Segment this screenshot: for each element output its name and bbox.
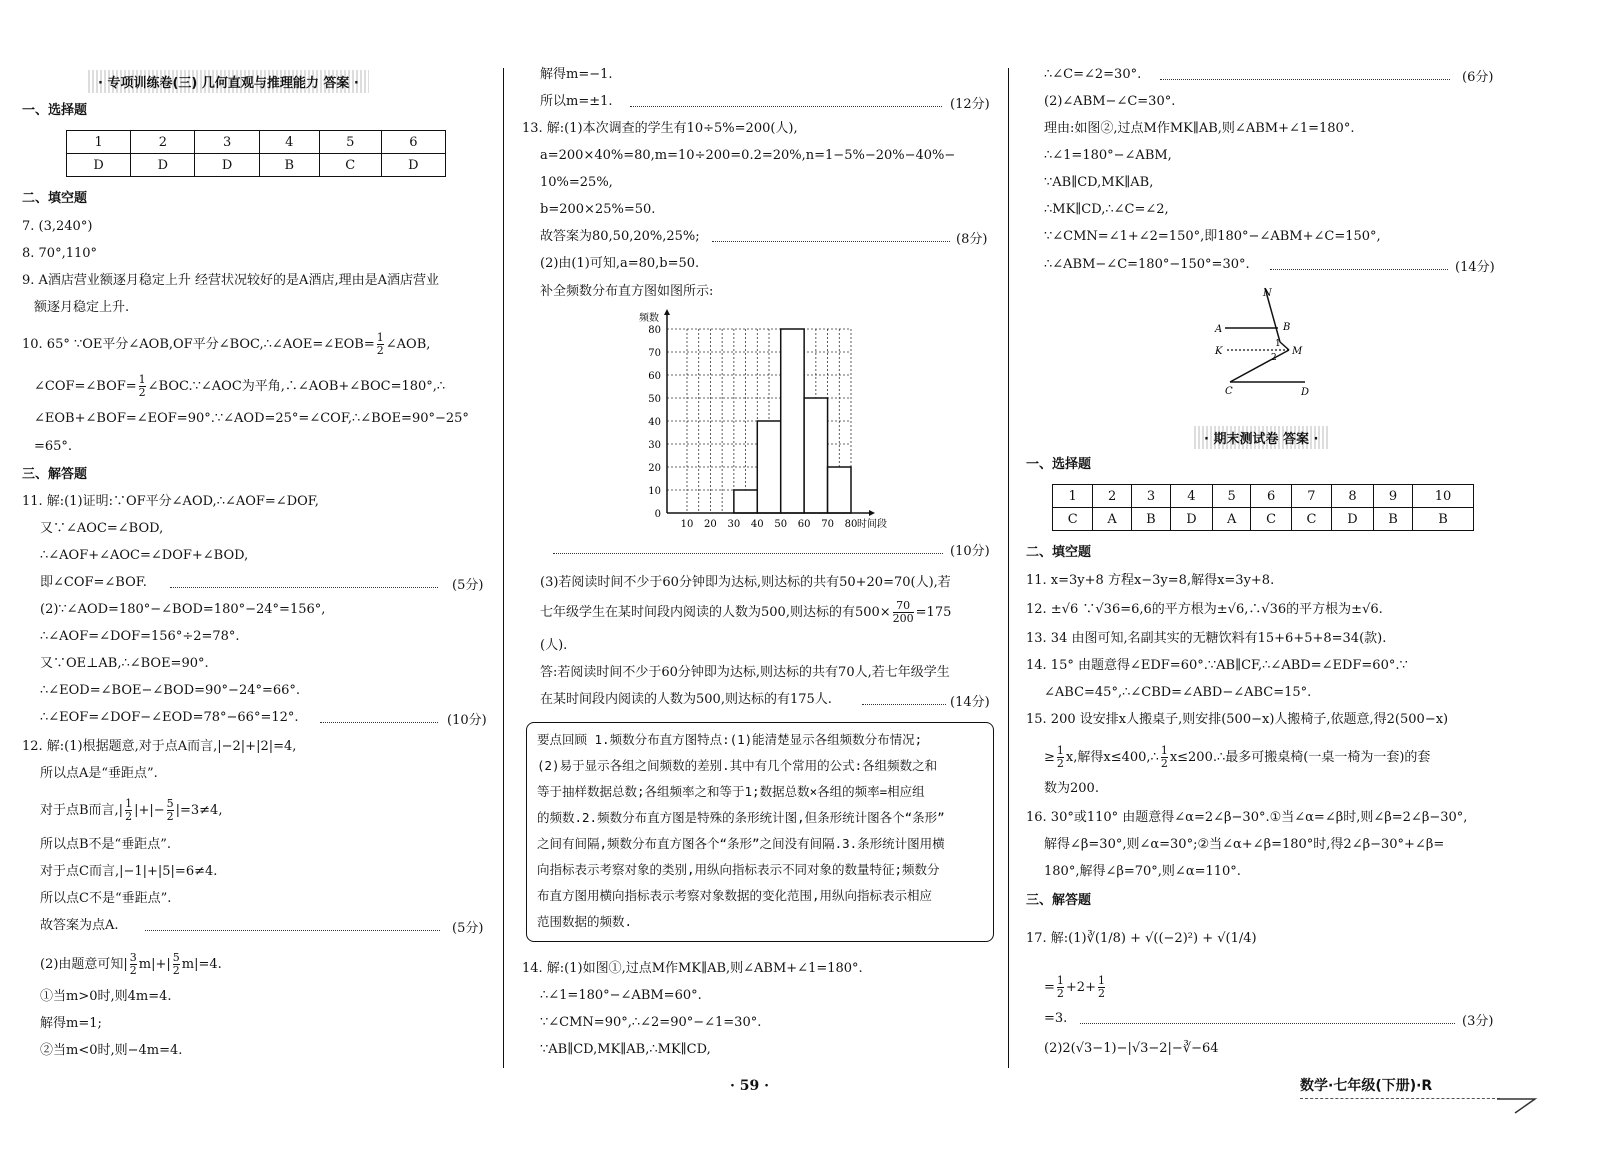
- numerator: 1: [1056, 744, 1064, 757]
- fraction: [125, 798, 132, 823]
- text: 10. 65° ∵OE平分∠AOB,OF平分∠BOC,∴∠AOE=∠EOB=: [22, 337, 375, 352]
- cell: 6: [1251, 485, 1291, 508]
- q13-line5: 故答案为80,50,20%,25%;: [540, 229, 700, 244]
- y-tick-label: 60: [648, 371, 661, 382]
- fraction: [893, 600, 914, 625]
- section-title-final-test: · 期末测试卷 答案 ·: [1194, 426, 1328, 449]
- q12-line4: 所以点B不是“垂距点”.: [40, 837, 171, 852]
- x-axis-arrow: [869, 510, 875, 516]
- score: (6分): [1462, 70, 1494, 85]
- fraction: [139, 374, 146, 399]
- cell: 10: [1413, 485, 1474, 508]
- q11-line4: 即∠COF=∠BOF.: [40, 575, 147, 590]
- q14-line1: 14. 解:(1)如图①,过点M作MK∥AB,则∠ABM+∠1=180°.: [522, 961, 863, 976]
- q12-line2: 所以点A是“垂距点”.: [40, 766, 158, 781]
- answer-10-line4: =65°.: [34, 439, 73, 454]
- score: (3分): [1462, 1014, 1494, 1029]
- q17-line2: [1044, 975, 1107, 1000]
- label-1: 1: [1275, 339, 1281, 349]
- answer-11: 11. x=3y+8 方程x−3y=8,解得x=3y+8.: [1026, 573, 1275, 588]
- numerator: 1: [1097, 974, 1105, 987]
- q11-line8: ∴∠EOD=∠BOE−∠BOD=90°−24°=66°.: [40, 683, 301, 698]
- q13-line9: [540, 600, 951, 625]
- fraction: [167, 798, 174, 823]
- leader-dots: [862, 704, 946, 705]
- y-tick-label: 20: [648, 463, 661, 474]
- cell: 2: [1093, 485, 1132, 508]
- text: =: [1044, 980, 1055, 995]
- q11-line1: 11. 解:(1)证明:∵OF平分∠AOD,∴∠AOF=∠DOF,: [22, 494, 319, 509]
- text: |=3≠4,: [175, 803, 223, 818]
- answer-table-1: [66, 130, 446, 177]
- answer-7: 7. (3,240°): [22, 219, 93, 234]
- text: 七年级学生在某时间段内阅读的人数为500,则达标的有500×: [540, 605, 891, 620]
- histogram-bar: [781, 329, 804, 513]
- q13-line2: a=200×40%=80,m=10÷200=0.2=20%,n=1−5%−20%−40%−: [540, 148, 956, 163]
- cell: 5: [1212, 485, 1251, 508]
- text: ≥: [1044, 750, 1055, 765]
- answer-table-1-answers: [67, 154, 446, 177]
- x-tick-label: 10: [680, 519, 694, 530]
- numerator: 1: [138, 373, 146, 386]
- q13-line7: 补全频数分布直方图如图所示:: [540, 284, 714, 299]
- leader-dots: [1160, 79, 1450, 80]
- label-C: C: [1225, 386, 1233, 397]
- q12-line7: 故答案为点A.: [40, 918, 119, 933]
- x-tick-label: 60: [797, 519, 811, 530]
- leader-dots: [1080, 1023, 1455, 1024]
- frequency-histogram: [625, 308, 885, 528]
- text: m|+|: [138, 957, 171, 972]
- cell: 9: [1373, 485, 1412, 508]
- cell: 3: [195, 131, 259, 154]
- numerator: 1: [1056, 974, 1064, 987]
- denominator: 2: [1056, 757, 1064, 770]
- cell: 4: [1171, 485, 1213, 508]
- q17-line4: (2)2(√3−1)−|√3−2|−∛−64: [1044, 1041, 1219, 1056]
- heading-choice: 一、选择题: [22, 103, 88, 118]
- denominator: 2: [129, 964, 137, 977]
- answer-table-2-head: [1053, 485, 1474, 508]
- r-line2: (2)∠ABM−∠C=30°.: [1044, 94, 1176, 109]
- x-tick-label: 80: [844, 519, 858, 530]
- score: (10分): [950, 544, 990, 559]
- q14-line3: ∵∠CMN=90°,∴∠2=90°−∠1=30°.: [540, 1015, 762, 1030]
- heading-fill: 二、填空题: [22, 191, 88, 206]
- answer-9-line1: 9. A酒店营业额逐月稳定上升 经营状况较好的是A酒店,理由是A酒店营业: [22, 273, 439, 288]
- footer-text: 数学·七年级(下册)·R: [1300, 1078, 1433, 1094]
- answer-16-line1: 16. 30°或110° 由题意得∠α=2∠β−30°.①当∠α=∠β时,则∠β=2∠β−30°,: [1026, 810, 1468, 825]
- heading-solutions-2: 三、解答题: [1026, 893, 1092, 908]
- answer-15-line1: 15. 200 设安排x人搬桌子,则安排(500−x)人搬椅子,依题意,得2(500−x): [1026, 712, 1449, 727]
- text: ∠COF=∠BOF=: [34, 379, 137, 394]
- column-divider-1: [503, 68, 504, 1068]
- text: m|=4.: [181, 957, 222, 972]
- cell: D: [381, 154, 445, 177]
- text: +2+: [1065, 980, 1096, 995]
- score: (5分): [452, 578, 484, 593]
- line-BM: [1280, 342, 1289, 350]
- q14-line2: ∴∠1=180°−∠ABM=60°.: [540, 988, 702, 1003]
- q11-line5: (2)∵∠AOD=180°−∠BOD=180°−24°=156°,: [40, 602, 326, 617]
- review-line: 布直方图用横向指标表示考察对象数据的变化范围,用纵向指标表示相应: [537, 888, 933, 903]
- cell: 5: [319, 131, 381, 154]
- cell: D: [131, 154, 195, 177]
- score: (12分): [950, 97, 990, 112]
- histogram-bar: [804, 398, 827, 513]
- q13-line12: 在某时间段内阅读的人数为500,则达标的有175人.: [540, 692, 832, 707]
- q11-line9: ∴∠EOF=∠DOF−∠EOD=78°−66°=12°.: [40, 710, 299, 725]
- column-divider-2: [1008, 68, 1009, 1068]
- leader-dots: [170, 587, 438, 588]
- denominator: 2: [138, 386, 146, 399]
- answer-14-line2: ∠ABC=45°,∴∠CBD=∠ABD−∠ABC=15°.: [1044, 685, 1312, 700]
- label-D: D: [1301, 387, 1310, 398]
- cell: B: [1131, 508, 1170, 531]
- r-line4: ∴∠1=180°−∠ABM,: [1044, 148, 1172, 163]
- cell: B: [1413, 508, 1474, 531]
- fraction: [1161, 745, 1168, 770]
- label-N: N: [1263, 288, 1272, 299]
- q12-line9: ①当m>0时,则4m=4.: [40, 989, 172, 1004]
- cell: C: [1251, 508, 1291, 531]
- section-title-special-training: · 专项训练卷(三) 几何直观与推理能力 答案 ·: [88, 70, 369, 93]
- y-tick-label: 70: [648, 348, 661, 359]
- score: (14分): [1455, 260, 1495, 275]
- numerator: 3: [129, 951, 137, 964]
- fraction: [1057, 745, 1064, 770]
- answer-table-2: [1052, 484, 1474, 531]
- cell: B: [1373, 508, 1412, 531]
- x-tick-label: 20: [704, 519, 717, 530]
- cell: A: [1212, 508, 1251, 531]
- review-line: 范围数据的频数.: [537, 914, 633, 929]
- heading-choice-2: 一、选择题: [1026, 457, 1092, 472]
- x-tick-label: 40: [750, 519, 764, 530]
- label-2: 2: [1271, 353, 1277, 363]
- answer-14-line1: 14. 15° 由题意得∠EDF=60°.∵AB∥CF,∴∠ABD=∠EDF=60°.∵: [1026, 658, 1408, 673]
- page-number: · 59 ·: [730, 1078, 769, 1094]
- q12-line6: 所以点C不是“垂距点”.: [40, 891, 172, 906]
- cell: C: [319, 154, 381, 177]
- fraction: [1057, 975, 1064, 1000]
- text: ∠BOC.∵∠AOC为平角,∴∠AOB+∠BOC=180°,∴: [147, 379, 446, 394]
- answer-9-line2: 额逐月稳定上升.: [34, 300, 130, 315]
- denominator: 2: [1097, 987, 1105, 1000]
- answer-table-2-answers: [1053, 508, 1474, 531]
- cell: 3: [1131, 485, 1170, 508]
- y-tick-label: 50: [648, 394, 661, 405]
- text: 对于点B而言,|: [40, 803, 124, 818]
- fraction: [377, 332, 384, 357]
- answer-10-line2: [34, 374, 445, 399]
- histogram-bar: [757, 421, 780, 513]
- q13-line11: 答:若阅读时间不少于60分钟即为达标,则达标的共有70人,若七年级学生: [540, 665, 950, 680]
- denominator: 2: [172, 964, 180, 977]
- mid-line1: 解得m=−1.: [540, 67, 613, 82]
- answer-table-1-head: [67, 131, 446, 154]
- label-B: B: [1283, 322, 1291, 333]
- review-line: 要点回顾 1.频数分布直方图特点:(1)能清楚显示各组频数分布情况;: [537, 732, 923, 747]
- y-axis-label: 频数: [639, 313, 659, 324]
- label-M: M: [1292, 346, 1303, 357]
- cell: 1: [67, 131, 131, 154]
- answer-13: 13. 34 由图可知,名副其实的无糖饮料有15+6+5+8=34(款).: [1026, 631, 1387, 646]
- corner-arrow-icon: [1495, 1075, 1555, 1115]
- review-line: 向指标表示考察对象的类别,用纵向指标表示不同对象的数量特征;频数分: [537, 862, 940, 877]
- review-line: 的频数.2.频数分布直方图是特殊的条形统计图,但条形统计图各个“条形”: [537, 810, 945, 825]
- histogram-bar: [734, 490, 757, 513]
- heading-solutions: 三、解答题: [22, 467, 88, 482]
- denominator: 200: [892, 612, 914, 625]
- leader-dots: [320, 722, 438, 723]
- answer-15-line2: [1044, 745, 1430, 770]
- y-tick-label: 80: [648, 325, 661, 336]
- cell: 1: [1053, 485, 1093, 508]
- answer-16-line3: 180°,解得∠β=70°,则∠α=110°.: [1044, 864, 1241, 879]
- text: ∠AOB,: [385, 337, 431, 352]
- review-line: (2)易于显示各组之间频数的差别.其中有几个常用的公式:各组频数之和: [537, 758, 938, 773]
- score: (14分): [950, 695, 990, 710]
- q12-line11: ②当m<0时,则−4m=4.: [40, 1043, 183, 1058]
- q13-line4: b=200×25%=50.: [540, 202, 656, 217]
- cell: 7: [1291, 485, 1331, 508]
- leader-dots: [630, 106, 942, 107]
- q13-line8: (3)若阅读时间不少于60分钟即为达标,则达标的共有50+20=70(人),若: [540, 575, 951, 590]
- key-points-review-box: [526, 722, 994, 942]
- text: 17. 解:(1): [1026, 931, 1087, 946]
- y-axis-arrow: [664, 309, 670, 315]
- cell: D: [1332, 508, 1374, 531]
- leader-dots: [712, 241, 950, 242]
- r-line1: ∴∠C=∠2=30°.: [1044, 67, 1142, 82]
- leader-dots: [145, 930, 440, 931]
- cell: C: [1053, 508, 1093, 531]
- label-A: A: [1215, 324, 1223, 335]
- y-tick-label: 30: [648, 440, 661, 451]
- review-line: 之间有间隔,频数分布直方图各个“条形”之间没有间隔.3.条形统计图用横: [537, 836, 945, 851]
- cell: B: [259, 154, 319, 177]
- fraction: [130, 952, 137, 977]
- label-K: K: [1215, 346, 1223, 357]
- cell: D: [67, 154, 131, 177]
- numerator: 70: [893, 600, 914, 613]
- cell: 2: [131, 131, 195, 154]
- numerator: 5: [166, 797, 174, 810]
- text: |+|−: [134, 803, 165, 818]
- cell: C: [1291, 508, 1331, 531]
- mid-line2: 所以m=±1.: [540, 94, 613, 109]
- q12-line3: [40, 798, 222, 823]
- cell: D: [195, 154, 259, 177]
- answer-8: 8. 70°,110°: [22, 246, 98, 261]
- heading-fill-2: 二、填空题: [1026, 545, 1092, 560]
- q11-line6: ∴∠AOF=∠DOF=156°÷2=78°.: [40, 629, 240, 644]
- answer-12: 12. ±√6 ∵√36=6,6的平方根为±√6,∴√36的平方根为±√6.: [1026, 602, 1383, 617]
- r-line7: ∵∠CMN=∠1+∠2=150°,即180°−∠ABM+∠C=150°,: [1044, 229, 1381, 244]
- geometry-figure-2: [1205, 282, 1345, 402]
- cell: 6: [381, 131, 445, 154]
- answer-10-line3: ∠EOB+∠BOF=∠EOF=90°.∵∠AOD=25°=∠COF,∴∠BOE=90°−25°: [34, 411, 469, 426]
- x-tick-label: 50: [774, 519, 788, 530]
- r-line3: 理由:如图②,过点M作MK∥AB,则∠ABM+∠1=180°.: [1044, 121, 1355, 136]
- denominator: 2: [125, 810, 133, 823]
- leader-dots: [1270, 269, 1448, 270]
- denominator: 2: [1056, 987, 1064, 1000]
- x-tick-label: 30: [727, 519, 741, 530]
- q12-line10: 解得m=1;: [40, 1016, 102, 1031]
- histogram-bar: [828, 467, 851, 513]
- r-line6: ∴MK∥CD,∴∠C=∠2,: [1044, 202, 1169, 217]
- denominator: 2: [166, 810, 174, 823]
- q13-line6: (2)由(1)可知,a=80,b=50.: [540, 256, 700, 271]
- r-line5: ∵AB∥CD,MK∥AB,: [1044, 175, 1154, 190]
- score: (10分): [447, 713, 487, 728]
- q17-line3: =3.: [1044, 1011, 1068, 1026]
- answer-10-line1: [22, 332, 430, 357]
- text: =175: [915, 605, 952, 620]
- math-expression: ∛(1/8) + √((−2)²) + √(1/4): [1086, 931, 1257, 946]
- x-tick-label: 70: [821, 519, 834, 530]
- denominator: 2: [376, 344, 384, 357]
- review-line: 等于抽样数据总数;各组频率之和等于1;数据总数×各组的频率=相应组: [537, 784, 925, 799]
- cell: 8: [1332, 485, 1374, 508]
- numerator: 5: [172, 951, 180, 964]
- line-MC: [1230, 350, 1289, 382]
- score: (8分): [956, 232, 988, 247]
- leader-dots: [553, 553, 943, 554]
- q17-line1: [1026, 930, 1257, 948]
- q12-line8: [40, 952, 222, 977]
- numerator: 1: [1160, 744, 1168, 757]
- r-line8: ∴∠ABM−∠C=180°−150°=30°.: [1044, 257, 1250, 272]
- text: (2)由题意可知|: [40, 957, 128, 972]
- q12-line5: 对于点C而言,|−1|+|5|=6≠4.: [40, 864, 218, 879]
- footer-rule: [1300, 1098, 1500, 1099]
- y-tick-label: 40: [648, 417, 661, 428]
- cell: A: [1093, 508, 1132, 531]
- q13-line10: (人).: [540, 638, 568, 653]
- text: x,解得x≤400,∴: [1065, 750, 1159, 765]
- y-tick-label: 10: [648, 486, 661, 497]
- q12-line1: 12. 解:(1)根据题意,对于点A而言,|−2|+|2|=4,: [22, 739, 297, 754]
- cell: D: [1171, 508, 1213, 531]
- numerator: 1: [376, 331, 384, 344]
- text: x≤200.∴最多可搬桌椅(一桌一椅为一套)的套: [1169, 750, 1431, 765]
- answer-16-line2: 解得∠β=30°,则∠α=30°;②当∠α+∠β=180°时,得2∠β−30°+∠β=: [1044, 837, 1445, 852]
- fraction: [173, 952, 180, 977]
- x-axis-label: 时间段: [857, 519, 887, 530]
- q11-line3: ∴∠AOF+∠AOC=∠DOF+∠BOD,: [40, 548, 249, 563]
- q11-line2: 又∵∠AOC=∠BOD,: [40, 521, 164, 536]
- q13-line3: 10%=25%,: [540, 175, 613, 190]
- q11-line7: 又∵OE⊥AB,∴∠BOE=90°.: [40, 656, 209, 671]
- y-tick-label: 0: [654, 509, 661, 520]
- numerator: 1: [125, 797, 133, 810]
- denominator: 2: [1160, 757, 1168, 770]
- cell: 4: [259, 131, 319, 154]
- answer-15-line3: 数为200.: [1044, 781, 1099, 796]
- footer-subject: [1300, 1075, 1432, 1095]
- fraction: [1098, 975, 1105, 1000]
- q14-line4: ∵AB∥CD,MK∥AB,∴MK∥CD,: [540, 1042, 711, 1057]
- score: (5分): [452, 921, 484, 936]
- q13-line1: 13. 解:(1)本次调查的学生有10÷5%=200(人),: [522, 121, 798, 136]
